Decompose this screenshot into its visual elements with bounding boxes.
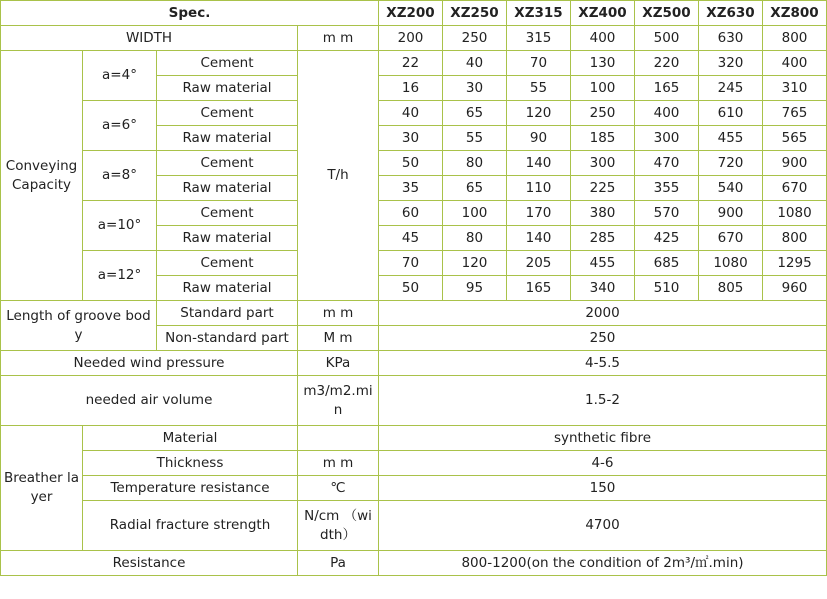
model-header: XZ200 (379, 1, 443, 26)
material-label: Cement (157, 151, 298, 176)
capacity-value: 340 (571, 276, 635, 301)
conveying-row-cement (1, 51, 827, 76)
model-header: XZ500 (635, 1, 699, 26)
capacity-value: 95 (443, 276, 507, 301)
material-label: Raw material (157, 176, 298, 201)
capacity-value: 80 (443, 226, 507, 251)
capacity-value: 1295 (763, 251, 827, 276)
capacity-value: 285 (571, 226, 635, 251)
capacity-value: 165 (635, 76, 699, 101)
material-label: Raw material (157, 276, 298, 301)
resistance-label: Resistance (1, 551, 298, 576)
capacity-value: 40 (379, 101, 443, 126)
model-header: XZ800 (763, 1, 827, 26)
capacity-value: 100 (571, 76, 635, 101)
breather-row (1, 476, 827, 501)
width-row (1, 26, 827, 51)
capacity-value: 120 (443, 251, 507, 276)
capacity-value: 380 (571, 201, 635, 226)
capacity-value: 400 (763, 51, 827, 76)
breather-property-unit: ℃ (298, 476, 379, 501)
air-volume-value: 1.5-2 (379, 376, 827, 426)
non-standard-part-value: 250 (379, 326, 827, 351)
breather-row (1, 501, 827, 551)
breather-property-value: 4700 (379, 501, 827, 551)
breather-property-value: 4-6 (379, 451, 827, 476)
breather-row (1, 426, 827, 451)
capacity-value: 165 (507, 276, 571, 301)
capacity-value: 110 (507, 176, 571, 201)
air-volume-label: needed air volume (1, 376, 298, 426)
capacity-value: 800 (763, 226, 827, 251)
angle-label: a=8° (83, 151, 157, 201)
capacity-value: 140 (507, 226, 571, 251)
width-value: 800 (763, 26, 827, 51)
breather-property-value: synthetic fibre (379, 426, 827, 451)
groove-row (1, 301, 827, 326)
width-value: 200 (379, 26, 443, 51)
spec-table-body (1, 1, 827, 576)
capacity-value: 900 (763, 151, 827, 176)
capacity-value: 205 (507, 251, 571, 276)
width-unit: m m (298, 26, 379, 51)
capacity-value: 120 (507, 101, 571, 126)
breather-row (1, 451, 827, 476)
capacity-value: 225 (571, 176, 635, 201)
capacity-value: 685 (635, 251, 699, 276)
wind-pressure-unit: KPa (298, 351, 379, 376)
non-standard-part-label: Non-standard part (157, 326, 298, 351)
breather-property-unit (298, 426, 379, 451)
capacity-value: 805 (699, 276, 763, 301)
capacity-value: 400 (635, 101, 699, 126)
capacity-value: 960 (763, 276, 827, 301)
capacity-value: 310 (763, 76, 827, 101)
wind-pressure-row (1, 351, 827, 376)
breather-property-label: Temperature resistance (83, 476, 298, 501)
capacity-value: 250 (571, 101, 635, 126)
capacity-value: 455 (571, 251, 635, 276)
capacity-value: 300 (635, 126, 699, 151)
conveying-capacity-label: Conveying Capacity (1, 51, 83, 301)
capacity-value: 65 (443, 176, 507, 201)
spec-label: Spec. (1, 1, 379, 26)
conveying-row-cement (1, 101, 827, 126)
capacity-value: 30 (379, 126, 443, 151)
material-label: Cement (157, 251, 298, 276)
width-value: 250 (443, 26, 507, 51)
capacity-value: 60 (379, 201, 443, 226)
capacity-value: 30 (443, 76, 507, 101)
material-label: Raw material (157, 76, 298, 101)
conveying-unit: T/h (298, 51, 379, 301)
breather-property-label: Material (83, 426, 298, 451)
capacity-value: 1080 (699, 251, 763, 276)
capacity-value: 50 (379, 151, 443, 176)
capacity-value: 570 (635, 201, 699, 226)
header-row (1, 1, 827, 26)
width-value: 400 (571, 26, 635, 51)
capacity-value: 1080 (763, 201, 827, 226)
capacity-value: 455 (699, 126, 763, 151)
width-value: 630 (699, 26, 763, 51)
breather-property-unit: N/cm （width） (298, 501, 379, 551)
model-header: XZ315 (507, 1, 571, 26)
resistance-unit: Pa (298, 551, 379, 576)
conveying-row-cement (1, 251, 827, 276)
breather-property-label: Thickness (83, 451, 298, 476)
angle-label: a=4° (83, 51, 157, 101)
capacity-value: 670 (699, 226, 763, 251)
conveying-row-cement (1, 151, 827, 176)
capacity-value: 90 (507, 126, 571, 151)
capacity-value: 100 (443, 201, 507, 226)
standard-part-unit: m m (298, 301, 379, 326)
capacity-value: 55 (443, 126, 507, 151)
capacity-value: 245 (699, 76, 763, 101)
capacity-value: 16 (379, 76, 443, 101)
capacity-value: 470 (635, 151, 699, 176)
capacity-value: 355 (635, 176, 699, 201)
capacity-value: 425 (635, 226, 699, 251)
resistance-row (1, 551, 827, 576)
standard-part-label: Standard part (157, 301, 298, 326)
capacity-value: 300 (571, 151, 635, 176)
capacity-value: 220 (635, 51, 699, 76)
angle-label: a=6° (83, 101, 157, 151)
capacity-value: 55 (507, 76, 571, 101)
wind-pressure-label: Needed wind pressure (1, 351, 298, 376)
model-header: XZ250 (443, 1, 507, 26)
capacity-value: 320 (699, 51, 763, 76)
capacity-value: 130 (571, 51, 635, 76)
width-label: WIDTH (1, 26, 298, 51)
non-standard-part-unit: M m (298, 326, 379, 351)
material-label: Cement (157, 51, 298, 76)
capacity-value: 45 (379, 226, 443, 251)
capacity-value: 185 (571, 126, 635, 151)
capacity-value: 70 (507, 51, 571, 76)
capacity-value: 670 (763, 176, 827, 201)
capacity-value: 80 (443, 151, 507, 176)
capacity-value: 540 (699, 176, 763, 201)
wind-pressure-value: 4-5.5 (379, 351, 827, 376)
conveying-row-cement (1, 201, 827, 226)
air-volume-row (1, 376, 827, 426)
capacity-value: 900 (699, 201, 763, 226)
capacity-value: 565 (763, 126, 827, 151)
angle-label: a=10° (83, 201, 157, 251)
material-label: Cement (157, 201, 298, 226)
resistance-value: 800-1200(on the condition of 2m³/㎡.min) (379, 551, 827, 576)
breather-layer-label: Breather layer (1, 426, 83, 551)
breather-property-label: Radial fracture strength (83, 501, 298, 551)
standard-part-value: 2000 (379, 301, 827, 326)
capacity-value: 720 (699, 151, 763, 176)
capacity-value: 65 (443, 101, 507, 126)
breather-property-unit: m m (298, 451, 379, 476)
capacity-value: 22 (379, 51, 443, 76)
capacity-value: 50 (379, 276, 443, 301)
capacity-value: 70 (379, 251, 443, 276)
width-value: 315 (507, 26, 571, 51)
material-label: Raw material (157, 226, 298, 251)
air-volume-unit: m3/m2.min (298, 376, 379, 426)
capacity-value: 610 (699, 101, 763, 126)
capacity-value: 40 (443, 51, 507, 76)
material-label: Raw material (157, 126, 298, 151)
model-header: XZ400 (571, 1, 635, 26)
capacity-value: 510 (635, 276, 699, 301)
capacity-value: 170 (507, 201, 571, 226)
groove-length-label: Length of groove body (1, 301, 157, 351)
width-value: 500 (635, 26, 699, 51)
model-header: XZ630 (699, 1, 763, 26)
capacity-value: 140 (507, 151, 571, 176)
angle-label: a=12° (83, 251, 157, 301)
capacity-value: 765 (763, 101, 827, 126)
capacity-value: 35 (379, 176, 443, 201)
material-label: Cement (157, 101, 298, 126)
breather-property-value: 150 (379, 476, 827, 501)
